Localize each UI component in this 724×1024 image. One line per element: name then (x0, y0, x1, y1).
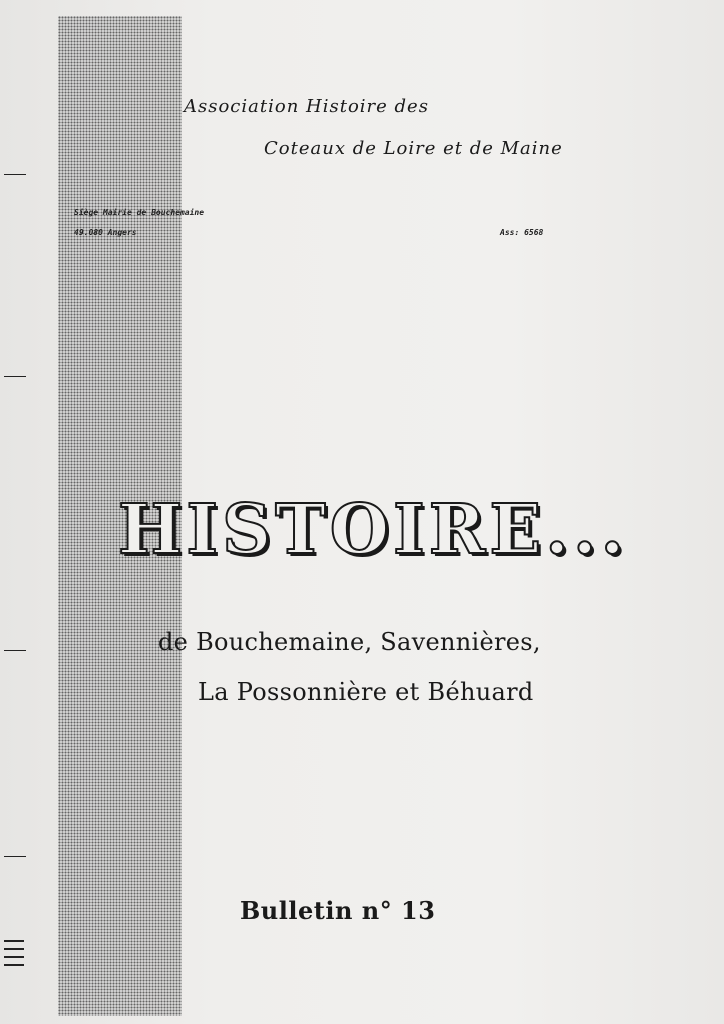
association-number: Ass: 6568 (500, 228, 544, 237)
subtitle-line1: de Bouchemaine, Savennières, (158, 628, 541, 656)
binding-mark (4, 174, 26, 175)
binding-mark (4, 956, 24, 958)
main-title-block (118, 490, 629, 576)
association-name-line1: Association Histoire des (184, 96, 429, 117)
subtitle-line2: La Possonnière et Béhuard (198, 678, 534, 706)
binding-mark (4, 856, 26, 857)
siege-address: Siège Mairie de Bouchemaine (74, 208, 205, 217)
bulletin-number: Bulletin n° 13 (240, 896, 436, 925)
binding-mark (4, 940, 24, 942)
binding-mark (4, 964, 24, 966)
binding-mark (4, 650, 26, 651)
binding-mark (4, 948, 24, 950)
binding-mark (4, 376, 26, 377)
binding-mark-group (4, 940, 24, 976)
main-title: HISTOIRE... (118, 490, 629, 570)
postal-code: 49.080 Angers (74, 228, 137, 237)
association-name-line2: Coteaux de Loire et de Maine (264, 138, 563, 159)
